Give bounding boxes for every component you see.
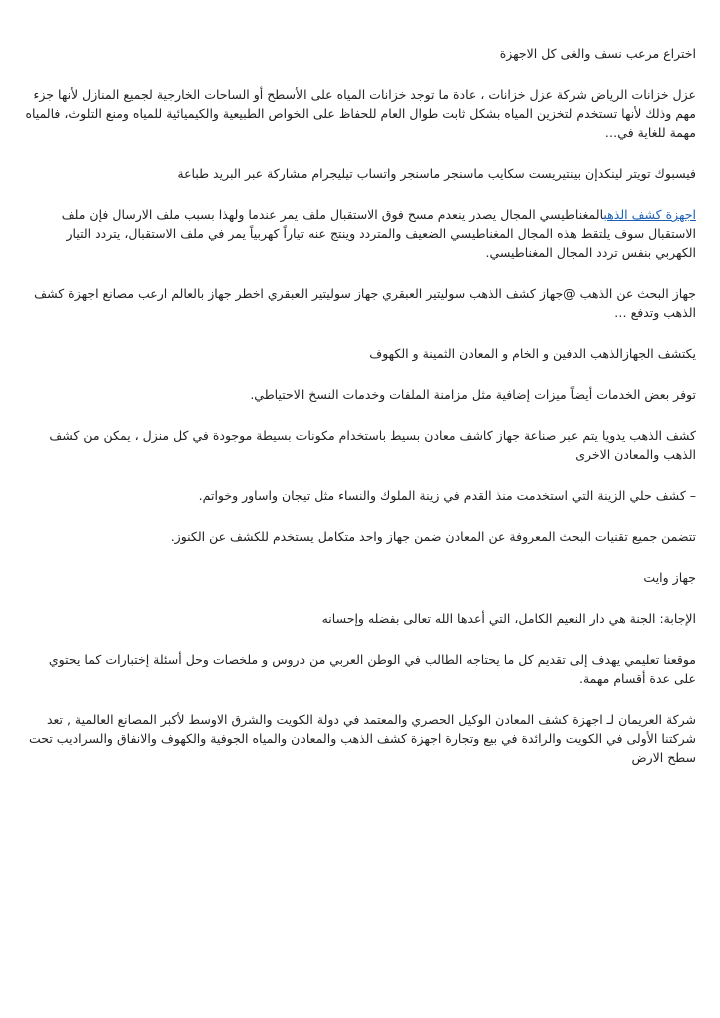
paragraph-jewelry: – كشف حلي الزينة التي استخدمت منذ القدم في زينة الملوك والنساء مثل تيجان واساور وخواتم. xyxy=(198,488,696,503)
paragraph-detector-link xyxy=(24,205,696,262)
paragraph-share-links: فيسبوك تويتر لينكدإن بينتيريست سكايب ماسنجر ماسنجر واتساب تيليجرام مشاركة عبر البريد طباعة xyxy=(177,166,696,181)
paragraph-services: توفر بعض الخدمات أيضاً ميزات إضافية مثل مزامنة الملفات وخدمات النسخ الاحتياطي. xyxy=(250,387,696,402)
gold-detector-link[interactable]: اجهزة كشف الذهب xyxy=(603,207,696,222)
paragraph-tank-insulation: عزل خزانات الرياض شركة عزل خزانات ، عادة ما توجد خزانات المياه على الأسطح أو الساحات الخارجية لجميع المنازل لأنها جزء مهم وذلك لأنها تستخدم لتخزين المياه بشكل ثابت طوال العام للحفاظ على الخواص الطبيعية والكيميائية للمياه ومنع التلوث، فالمياه مهمة للغاية في… xyxy=(25,87,696,140)
paragraph-detects-gold: يكتشف الجهازالذهب الدفين و الخام و المعادن الثمينة و الكهوف xyxy=(369,346,696,361)
paragraph-answer: الإجابة: الجنة هي دار النعيم الكامل، التي أعدها الله تعالى بفضله وإحسانه xyxy=(321,611,696,626)
paragraph-search-device: جهاز البحث عن الذهب @جهاز كشف الذهب سوليتير العبقري جهاز سوليتير العبقري اخطر جهاز بالعالم ارعب مصانع اجهزة كشف الذهب وتدفع … xyxy=(34,286,696,320)
paragraph-title: اختراع مرعب نسف والغى كل الاجهزة xyxy=(499,46,696,61)
paragraph-company: شركة العريمان لـ اجهزة كشف المعادن الوكيل الحصري والمعتمد في دولة الكويت والشرق الاوسط لأكبر المصانع العالمية , تعد شركتنا الأولى في الكويت والرائدة في بيع وتجارة اجهزة كشف الذهب والمعادن والمياه الجوفية والكهوف والانفاق والسراديب تحت سطح الارض xyxy=(29,712,696,765)
paragraph-white-device: جهاز وايت xyxy=(643,570,696,585)
paragraph-educational-site: موقعنا تعليمي يهدف إلى تقديم كل ما يحتاجه الطالب في الوطن العربي من دروس و ملخصات وحل أسئلة إختبارات كما يحتوي على عدة أقسام مهمة. xyxy=(48,652,696,686)
paragraph-detector-text: المغناطيسي المجال يصدر ينعدم مسح فوق الاستقبال ملف يمر عندما ولهذا بسبب ملف الارسال فإن ملف الاستقبال سوف يلتقط هذه المجال المغناطيسي الضعيف والمتردد وينتج عنه تياراً كهربياً يمر في ملف الاستقبال، يتردد التيار الكهربي بنفس تردد المجال المغناطيسي. xyxy=(61,207,696,260)
paragraph-technologies: تتضمن جميع تقنيات البحث المعروفة عن المعادن ضمن جهاز واحد متكامل يستخدم للكشف عن الكنوز. xyxy=(170,529,696,544)
paragraph-manual-detection: كشف الذهب يدويا يتم عبر صناعة جهاز كاشف معادن بسيط باستخدام مكونات بسيطة موجودة في كل منزل ، يمكن من كشف الذهب والمعادن الاخرى xyxy=(49,428,696,462)
